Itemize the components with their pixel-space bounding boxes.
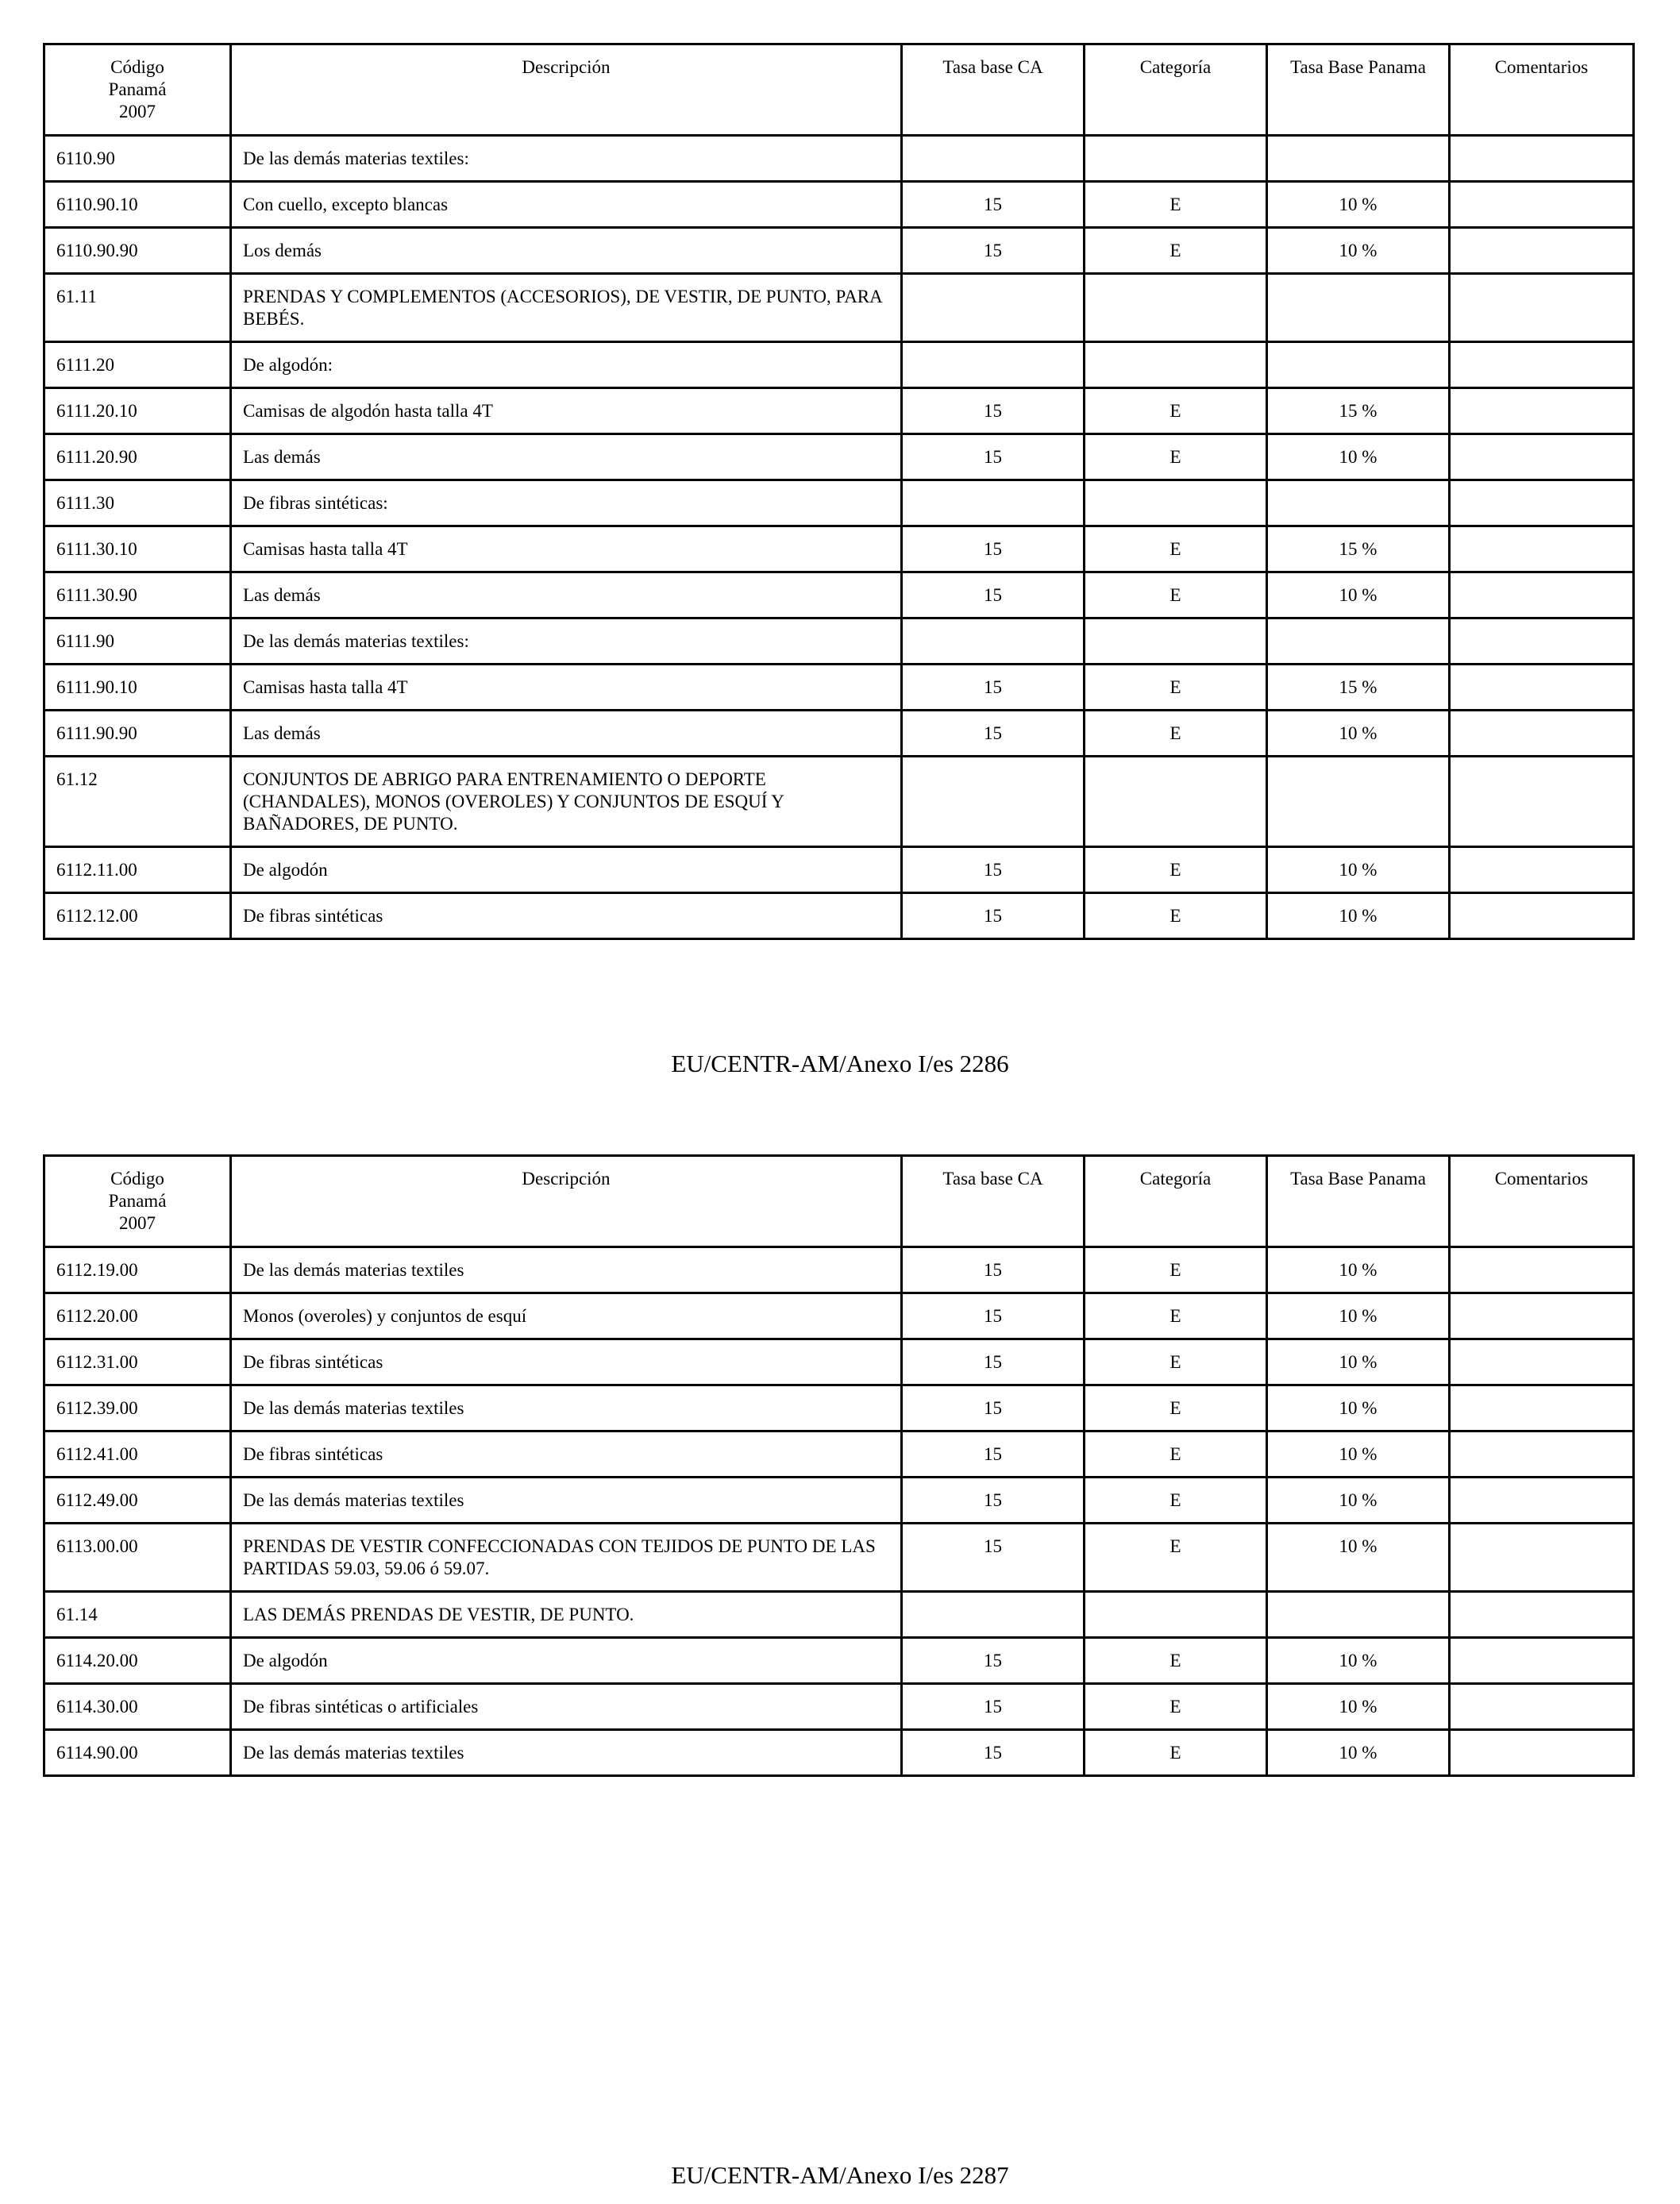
cell-description: De fibras sintéticas <box>231 1431 902 1478</box>
table-row <box>44 757 1634 847</box>
cell-code: 6112.11.00 <box>44 847 231 893</box>
table-row <box>44 618 1634 665</box>
cell-comments <box>1450 572 1634 618</box>
cell-rate-panama: 10 % <box>1267 1730 1450 1776</box>
cell-code: 6112.49.00 <box>44 1478 231 1524</box>
cell-category: E <box>1085 1293 1267 1339</box>
cell-code: 6112.12.00 <box>44 893 231 939</box>
cell-comments <box>1450 847 1634 893</box>
cell-rate-panama: 10 % <box>1267 1684 1450 1730</box>
cell-comments <box>1450 388 1634 434</box>
cell-description: Las demás <box>231 434 902 480</box>
header-comments: Comentarios <box>1450 44 1634 136</box>
cell-code: 6111.90.10 <box>44 665 231 711</box>
cell-category <box>1085 480 1267 526</box>
cell-description: Monos (overoles) y conjuntos de esquí <box>231 1293 902 1339</box>
cell-code: 61.14 <box>44 1592 231 1638</box>
table-row <box>44 274 1634 342</box>
cell-rate-ca: 15 <box>902 1478 1085 1524</box>
cell-comments <box>1450 1247 1634 1293</box>
cell-code: 6111.30.10 <box>44 526 231 572</box>
cell-comments <box>1450 1385 1634 1431</box>
cell-rate-panama <box>1267 480 1450 526</box>
table-row <box>44 893 1634 939</box>
cell-description: De fibras sintéticas <box>231 1339 902 1385</box>
table-row <box>44 1684 1634 1730</box>
cell-rate-ca: 15 <box>902 1247 1085 1293</box>
cell-comments <box>1450 757 1634 847</box>
cell-comments <box>1450 526 1634 572</box>
cell-rate-panama <box>1267 342 1450 388</box>
cell-rate-panama: 15 % <box>1267 665 1450 711</box>
cell-description: Camisas hasta talla 4T <box>231 665 902 711</box>
cell-rate-ca: 15 <box>902 1684 1085 1730</box>
table-row <box>44 526 1634 572</box>
cell-code: 6112.39.00 <box>44 1385 231 1431</box>
cell-comments <box>1450 1339 1634 1385</box>
cell-rate-panama: 10 % <box>1267 182 1450 228</box>
cell-category <box>1085 136 1267 182</box>
cell-category: E <box>1085 1730 1267 1776</box>
cell-description: PRENDAS DE VESTIR CONFECCIONADAS CON TEJIDOS DE PUNTO DE LAS PARTIDAS 59.03, 59.06 ó 59.07. <box>231 1524 902 1592</box>
cell-comments <box>1450 618 1634 665</box>
cell-comments <box>1450 1478 1634 1524</box>
cell-description: De algodón: <box>231 342 902 388</box>
cell-comments <box>1450 893 1634 939</box>
cell-category: E <box>1085 1524 1267 1592</box>
cell-code: 6111.30.90 <box>44 572 231 618</box>
cell-rate-panama: 10 % <box>1267 711 1450 757</box>
cell-code: 6110.90.10 <box>44 182 231 228</box>
cell-comments <box>1450 711 1634 757</box>
cell-rate-ca: 15 <box>902 1524 1085 1592</box>
cell-category: E <box>1085 1431 1267 1478</box>
header-rate-panama: Tasa Base Panama <box>1267 1156 1450 1247</box>
cell-category: E <box>1085 1684 1267 1730</box>
cell-category: E <box>1085 1478 1267 1524</box>
cell-code: 6112.31.00 <box>44 1339 231 1385</box>
table-row <box>44 434 1634 480</box>
cell-description: De las demás materias textiles <box>231 1730 902 1776</box>
cell-comments <box>1450 1592 1634 1638</box>
tariff-table-page-2287 <box>43 1154 1635 1777</box>
table-row <box>44 1339 1634 1385</box>
cell-rate-ca: 15 <box>902 1431 1085 1478</box>
cell-description: De las demás materias textiles <box>231 1478 902 1524</box>
cell-description: De fibras sintéticas o artificiales <box>231 1684 902 1730</box>
cell-code: 6113.00.00 <box>44 1524 231 1592</box>
cell-rate-panama <box>1267 136 1450 182</box>
cell-rate-ca: 15 <box>902 1293 1085 1339</box>
cell-code: 6114.90.00 <box>44 1730 231 1776</box>
cell-comments <box>1450 342 1634 388</box>
header-rate-panama: Tasa Base Panama <box>1267 44 1450 136</box>
cell-category: E <box>1085 665 1267 711</box>
cell-category <box>1085 757 1267 847</box>
cell-code: 6110.90.90 <box>44 228 231 274</box>
cell-rate-panama: 10 % <box>1267 893 1450 939</box>
cell-rate-ca: 15 <box>902 228 1085 274</box>
cell-comments <box>1450 136 1634 182</box>
cell-rate-ca: 15 <box>902 526 1085 572</box>
cell-rate-ca <box>902 757 1085 847</box>
cell-rate-ca: 15 <box>902 434 1085 480</box>
header-category: Categoría <box>1085 44 1267 136</box>
cell-category: E <box>1085 847 1267 893</box>
page-number-footer: EU/CENTR-AM/Anexo I/es 2287 <box>671 2161 1009 2189</box>
cell-code: 6112.20.00 <box>44 1293 231 1339</box>
cell-description: Con cuello, excepto blancas <box>231 182 902 228</box>
table-row <box>44 572 1634 618</box>
cell-category: E <box>1085 572 1267 618</box>
cell-category <box>1085 618 1267 665</box>
header-description: Descripción <box>231 1156 902 1247</box>
cell-code: 61.12 <box>44 757 231 847</box>
header-rate-ca: Tasa base CA <box>902 44 1085 136</box>
cell-category: E <box>1085 228 1267 274</box>
cell-rate-panama: 15 % <box>1267 388 1450 434</box>
header-code: Código Panamá 2007 <box>44 1156 231 1247</box>
cell-rate-panama <box>1267 1592 1450 1638</box>
header-code: Código Panamá 2007 <box>44 44 231 136</box>
table-row <box>44 847 1634 893</box>
cell-description: De fibras sintéticas <box>231 893 902 939</box>
cell-category: E <box>1085 434 1267 480</box>
cell-category: E <box>1085 388 1267 434</box>
cell-description: De algodón <box>231 1638 902 1684</box>
cell-rate-ca <box>902 618 1085 665</box>
cell-description: Camisas hasta talla 4T <box>231 526 902 572</box>
cell-rate-ca: 15 <box>902 572 1085 618</box>
cell-description: PRENDAS Y COMPLEMENTOS (ACCESORIOS), DE VESTIR, DE PUNTO, PARA BEBÉS. <box>231 274 902 342</box>
cell-rate-ca: 15 <box>902 847 1085 893</box>
cell-description: De las demás materias textiles: <box>231 618 902 665</box>
cell-rate-ca: 15 <box>902 1339 1085 1385</box>
cell-code: 6110.90 <box>44 136 231 182</box>
cell-category <box>1085 274 1267 342</box>
header-comments: Comentarios <box>1450 1156 1634 1247</box>
cell-rate-panama: 10 % <box>1267 1339 1450 1385</box>
cell-rate-panama: 10 % <box>1267 228 1450 274</box>
cell-code: 6114.30.00 <box>44 1684 231 1730</box>
cell-comments <box>1450 1293 1634 1339</box>
cell-category: E <box>1085 1247 1267 1293</box>
cell-rate-panama: 10 % <box>1267 1247 1450 1293</box>
table-row <box>44 1638 1634 1684</box>
cell-rate-panama <box>1267 274 1450 342</box>
cell-rate-ca: 15 <box>902 665 1085 711</box>
cell-rate-panama: 10 % <box>1267 434 1450 480</box>
cell-category: E <box>1085 182 1267 228</box>
cell-code: 6112.19.00 <box>44 1247 231 1293</box>
cell-category: E <box>1085 1638 1267 1684</box>
table-row <box>44 182 1634 228</box>
table-row <box>44 665 1634 711</box>
cell-rate-ca: 15 <box>902 1730 1085 1776</box>
cell-rate-panama <box>1267 618 1450 665</box>
cell-rate-panama: 10 % <box>1267 847 1450 893</box>
tariff-table-page-2286 <box>43 43 1635 940</box>
table-row <box>44 136 1634 182</box>
cell-code: 6111.30 <box>44 480 231 526</box>
cell-code: 6111.90 <box>44 618 231 665</box>
cell-code: 6111.90.90 <box>44 711 231 757</box>
table-row <box>44 480 1634 526</box>
header-description: Descripción <box>231 44 902 136</box>
cell-rate-ca: 15 <box>902 893 1085 939</box>
table-row <box>44 1524 1634 1592</box>
cell-comments <box>1450 480 1634 526</box>
cell-comments <box>1450 274 1634 342</box>
cell-rate-panama: 10 % <box>1267 1385 1450 1431</box>
cell-rate-panama: 10 % <box>1267 1293 1450 1339</box>
cell-rate-ca <box>902 274 1085 342</box>
table-row <box>44 342 1634 388</box>
table-row <box>44 1385 1634 1431</box>
cell-rate-panama: 15 % <box>1267 526 1450 572</box>
page-number-footer: EU/CENTR-AM/Anexo I/es 2286 <box>671 1050 1009 1077</box>
cell-comments <box>1450 665 1634 711</box>
cell-comments <box>1450 1431 1634 1478</box>
cell-description: Camisas de algodón hasta talla 4T <box>231 388 902 434</box>
cell-comments <box>1450 1684 1634 1730</box>
cell-comments <box>1450 228 1634 274</box>
cell-code: 6112.41.00 <box>44 1431 231 1478</box>
cell-rate-panama: 10 % <box>1267 1638 1450 1684</box>
table-row <box>44 1293 1634 1339</box>
cell-comments <box>1450 1524 1634 1592</box>
table-header-row <box>44 1156 1634 1247</box>
cell-description: Las demás <box>231 711 902 757</box>
cell-code: 6111.20 <box>44 342 231 388</box>
cell-category <box>1085 342 1267 388</box>
cell-comments <box>1450 1638 1634 1684</box>
cell-rate-ca: 15 <box>902 1638 1085 1684</box>
cell-description: De algodón <box>231 847 902 893</box>
cell-code: 61.11 <box>44 274 231 342</box>
table-row <box>44 388 1634 434</box>
cell-comments <box>1450 434 1634 480</box>
cell-code: 6114.20.00 <box>44 1638 231 1684</box>
cell-rate-panama <box>1267 757 1450 847</box>
cell-code: 6111.20.90 <box>44 434 231 480</box>
cell-description: LAS DEMÁS PRENDAS DE VESTIR, DE PUNTO. <box>231 1592 902 1638</box>
cell-category: E <box>1085 526 1267 572</box>
cell-category: E <box>1085 1385 1267 1431</box>
cell-rate-panama: 10 % <box>1267 1524 1450 1592</box>
cell-rate-ca <box>902 1592 1085 1638</box>
cell-description: De las demás materias textiles <box>231 1385 902 1431</box>
cell-comments <box>1450 1730 1634 1776</box>
cell-description: De las demás materias textiles: <box>231 136 902 182</box>
cell-description: Las demás <box>231 572 902 618</box>
table-header-row <box>44 44 1634 136</box>
cell-category: E <box>1085 893 1267 939</box>
cell-rate-panama: 10 % <box>1267 1431 1450 1478</box>
cell-description: De las demás materias textiles <box>231 1247 902 1293</box>
cell-description: De fibras sintéticas: <box>231 480 902 526</box>
table-row <box>44 1592 1634 1638</box>
cell-rate-ca: 15 <box>902 182 1085 228</box>
cell-rate-ca: 15 <box>902 1385 1085 1431</box>
cell-description: CONJUNTOS DE ABRIGO PARA ENTRENAMIENTO O DEPORTE (CHANDALES), MONOS (OVEROLES) Y CONJUNTOS DE ESQUÍ Y BAÑADORES, DE PUNTO. <box>231 757 902 847</box>
cell-rate-ca: 15 <box>902 711 1085 757</box>
cell-rate-ca <box>902 136 1085 182</box>
cell-description: Los demás <box>231 228 902 274</box>
cell-code: 6111.20.10 <box>44 388 231 434</box>
header-rate-ca: Tasa base CA <box>902 1156 1085 1247</box>
table-row <box>44 1247 1634 1293</box>
table-row <box>44 711 1634 757</box>
table-row <box>44 1730 1634 1776</box>
cell-category: E <box>1085 1339 1267 1385</box>
table-row <box>44 1478 1634 1524</box>
cell-rate-panama: 10 % <box>1267 1478 1450 1524</box>
cell-rate-ca: 15 <box>902 388 1085 434</box>
cell-category <box>1085 1592 1267 1638</box>
cell-rate-ca <box>902 480 1085 526</box>
cell-rate-ca <box>902 342 1085 388</box>
table-row <box>44 1431 1634 1478</box>
cell-comments <box>1450 182 1634 228</box>
cell-rate-panama: 10 % <box>1267 572 1450 618</box>
cell-category: E <box>1085 711 1267 757</box>
table-row <box>44 228 1634 274</box>
header-category: Categoría <box>1085 1156 1267 1247</box>
